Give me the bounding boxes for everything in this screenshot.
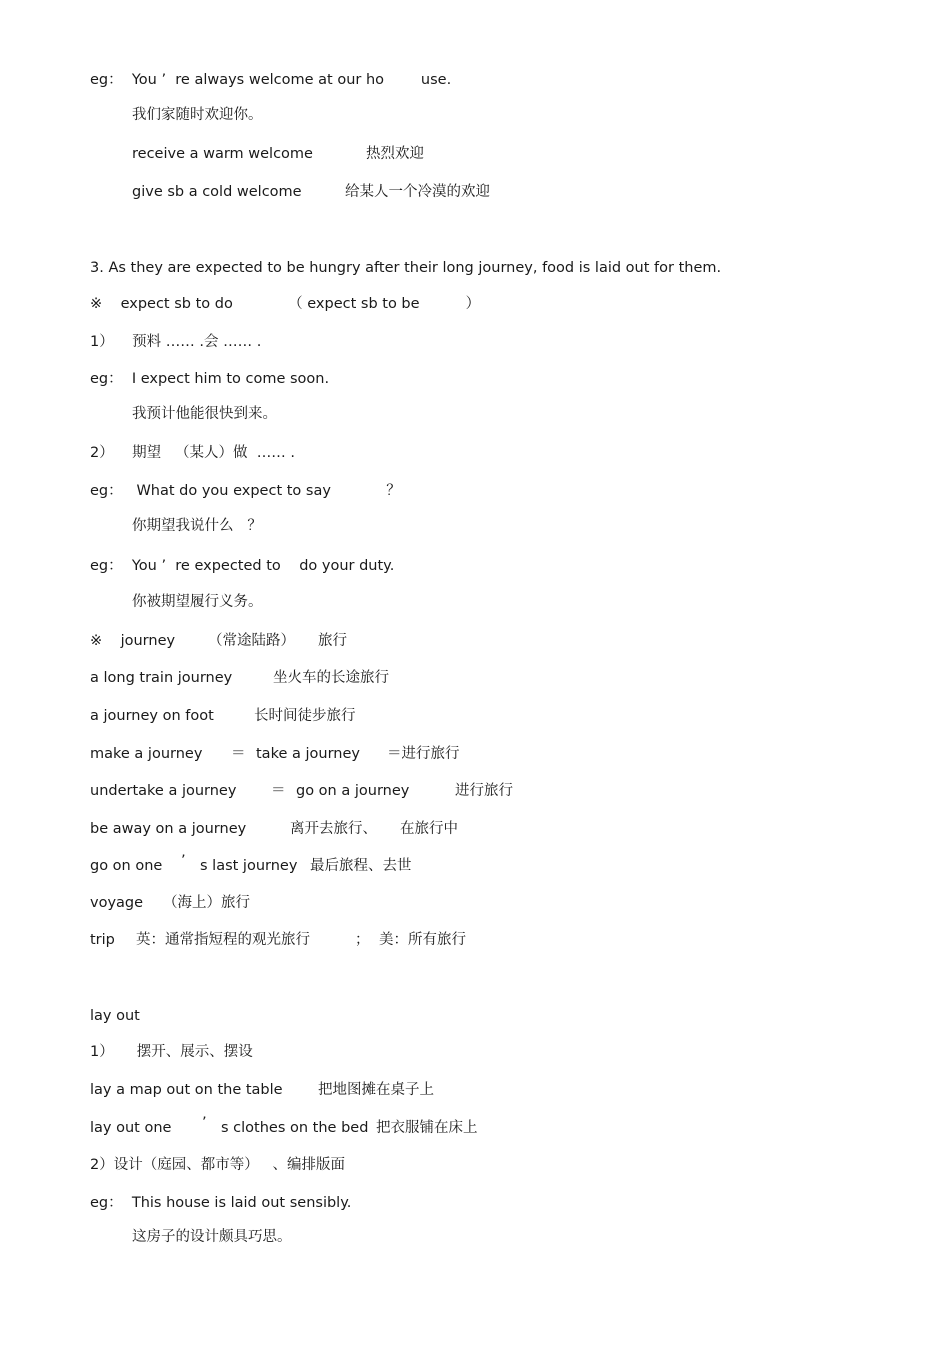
phrase-chinese: 把衣服铺在床上 <box>376 1120 478 1136</box>
phrase-english-cont: s clothes on the bed <box>221 1120 369 1136</box>
phrase-chinese: 把地图摊在桌子上 <box>318 1082 434 1098</box>
phrase-english-cont: s last journey <box>200 858 298 874</box>
phrase-english-alt: go on a journey <box>296 783 410 799</box>
phrase-english: give sb a cold welcome <box>132 184 302 200</box>
phrase-chinese: 坐火车的长途旅行 <box>273 670 389 686</box>
phrase-english: a journey on foot <box>90 708 214 724</box>
sense-line: 1） 预料 …… .会 …… . <box>90 334 262 350</box>
translation-line: 我们家随时欢迎你。 <box>132 107 263 123</box>
translation-line: 你期望我说什么 ？ <box>132 518 262 534</box>
phrase-english: be away on a journey <box>90 821 247 837</box>
phrase-chinese: 热烈欢迎 <box>366 146 424 162</box>
keyword-line: trip <box>90 932 115 948</box>
keyword-gloss: （海上）旅行 <box>163 895 250 911</box>
keyword-line: voyage <box>90 895 144 911</box>
sentence-heading: 3. As they are expected to be hungry after their long journey, food is laid out for them. <box>90 260 722 276</box>
example-line: eg： You ’ re always welcome at our ho use. <box>90 72 452 88</box>
translation-line: 你被期望履行义务。 <box>132 594 263 610</box>
sense-line: 1） 摆开、展示、摆设 <box>90 1044 253 1060</box>
keyword-gloss-alt: 美：所有旅行 <box>379 932 466 948</box>
keyword-line: ※ journey <box>90 633 176 649</box>
phrase-chinese: 离开去旅行、 <box>290 821 377 837</box>
phrase-chinese-alt: 在旅行中 <box>400 821 458 837</box>
apostrophe: ’ <box>181 853 186 869</box>
phrase-english: go on one <box>90 858 163 874</box>
sense-line: 2） 期望 （某人）做 …… . <box>90 445 295 461</box>
phrase-chinese: 进行旅行 <box>455 783 513 799</box>
example-line: eg： This house is laid out sensibly. <box>90 1195 352 1211</box>
example-line: eg： You ’ re expected to do your duty. <box>90 558 395 574</box>
phrase-chinese: ＝进行旅行 <box>387 746 460 762</box>
keyword-line: lay out <box>90 1008 140 1024</box>
phrase-english: undertake a journey <box>90 783 237 799</box>
phrase-english: lay out one <box>90 1120 172 1136</box>
apostrophe: ’ <box>202 1115 207 1131</box>
separator: ； <box>355 932 370 948</box>
phrase-chinese: 最后旅程、去世 <box>310 858 412 874</box>
keyword-line: ※ expect sb to do （ expect sb to be ） <box>90 296 481 312</box>
sense-line: 2）设计（庭园、都市等） 、编排版面 <box>90 1157 346 1173</box>
phrase-chinese: 给某人一个冷漠的欢迎 <box>345 184 490 200</box>
phrase-english: make a journey <box>90 746 203 762</box>
keyword-gloss: 英：通常指短程的观光旅行 <box>136 932 310 948</box>
equals-sign: ＝ <box>271 783 286 799</box>
example-line: eg： What do you expect to say ？ <box>90 483 401 499</box>
phrase-english: a long train journey <box>90 670 233 686</box>
phrase-english: receive a warm welcome <box>132 146 313 162</box>
phrase-english-alt: take a journey <box>256 746 360 762</box>
phrase-english: lay a map out on the table <box>90 1082 283 1098</box>
translation-line: 这房子的设计颇具巧思。 <box>132 1229 292 1245</box>
keyword-gloss: （常途陆路） 旅行 <box>208 633 348 649</box>
example-line: eg： I expect him to come soon. <box>90 371 330 387</box>
phrase-chinese: 长时间徒步旅行 <box>254 708 356 724</box>
translation-line: 我预计他能很快到来。 <box>132 406 277 422</box>
equals-sign: ＝ <box>231 746 246 762</box>
